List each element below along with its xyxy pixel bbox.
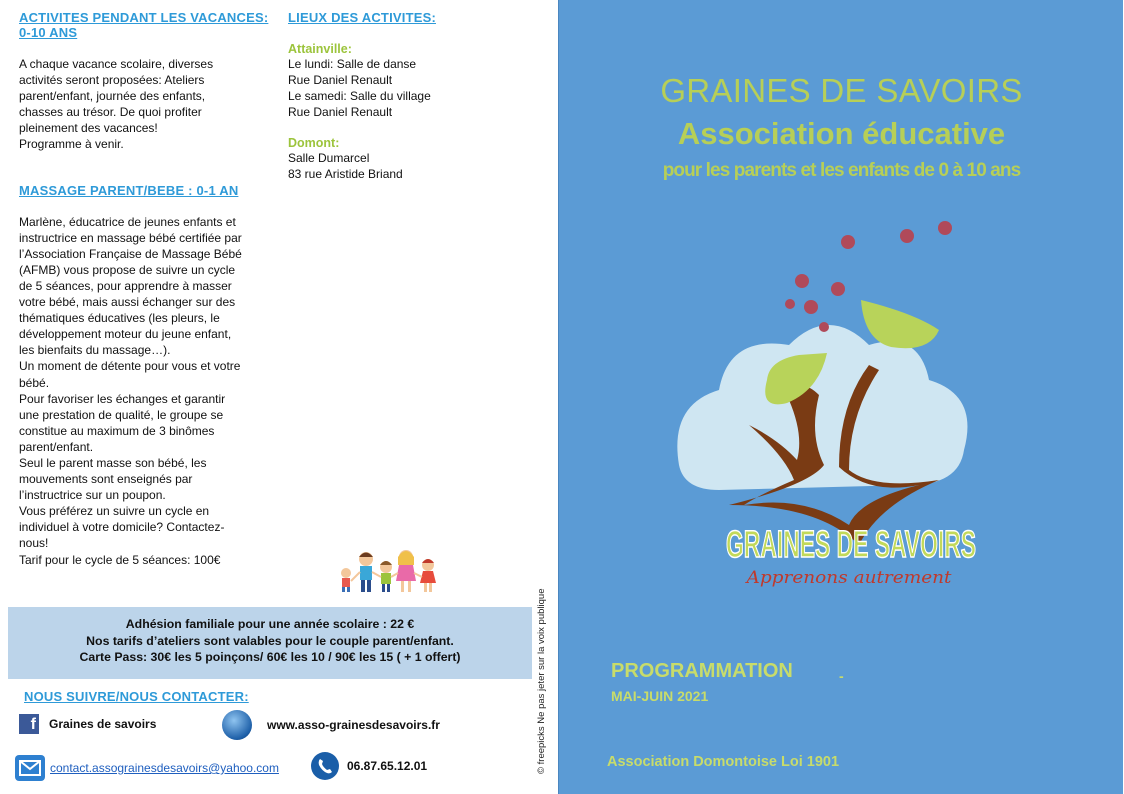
child-figure bbox=[396, 550, 416, 592]
child-figure bbox=[380, 561, 392, 592]
email-row[interactable] bbox=[15, 755, 279, 781]
facebook-icon[interactable]: f bbox=[19, 714, 39, 734]
massage-title: MASSAGE PARENT/BEBE : 0-1 AN bbox=[19, 182, 239, 198]
middle-column bbox=[288, 10, 538, 183]
facebook-row[interactable] bbox=[19, 714, 156, 734]
website-link[interactable]: www.asso-grainesdesavoirs.fr bbox=[267, 718, 440, 732]
vacances-text: A chaque vacance scolaire, diverses activités seront proposées: Ateliers parent/enfant, journée des enfants, chasses au trésor. De quoi profiter pleinement des vacances! Programme à venir. bbox=[19, 57, 214, 152]
cover-subtitle: Association éducative bbox=[677, 116, 1006, 151]
contact-title: NOUS SUIVRE/NOUS CONTACTER: bbox=[24, 689, 249, 704]
massage-text: Marlène, éducatrice de jeunes enfants et instructrice en massage bébé certifiée par l’Association Française de Massage Bébé (AFMB) vous propose de suivre un cycle de 5 séances, pour apprendre à masser votre bébé, mais aussi échanger sur des thématiques éducatives (les pleurs, le développement moteur du jeune enfant, les bienfaits du massage…). Un moment de détente pour vous et votre bébé. Pour favoriser les échanges et garantir une prestation de qualité, le groupe se constitue au maximum de 3 binômes parent/enfant. Seul le parent masse son bébé, les mouvements sont enseignés par l’instructrice sur un poupon. Vous préférez un suivre un cycle en individuel à votre domicile? Contactez- nous! Tarif pour le cycle de 5 séances: 100€ bbox=[19, 214, 242, 567]
phone-row[interactable] bbox=[311, 752, 427, 780]
logo-seed bbox=[841, 235, 855, 249]
logo-tagline: Apprenons autrement bbox=[744, 568, 952, 588]
programmation-dash: - bbox=[839, 668, 844, 684]
pricing-line-tarifs: Nos tarifs d’ateliers sont valables pour le couple parent/enfant. bbox=[86, 633, 454, 648]
child-figure bbox=[420, 559, 436, 592]
logo-seed bbox=[831, 282, 845, 296]
vacances-title: ACTIVITES PENDANT LES VACANCES: 0-10 ANS bbox=[19, 10, 269, 40]
left-column bbox=[19, 10, 269, 568]
phone-icon bbox=[311, 752, 339, 780]
envelope-icon bbox=[15, 755, 45, 781]
website-row[interactable] bbox=[222, 710, 440, 740]
facebook-label: Graines de savoirs bbox=[49, 717, 157, 731]
pricing-line-pass: Carte Pass: 30€ les 5 poinçons/ 60€ les 10 / 90€ les 15 ( + 1 offert) bbox=[79, 650, 461, 664]
vertical-note: © freepicks Ne pas jeter sur la voix publique bbox=[536, 588, 547, 774]
cover-tagline: pour les parents et les enfants de 0 à 10 ans bbox=[662, 160, 1021, 181]
pricing-line-adhesion: Adhésion familiale pour une année scolaire : 22 € bbox=[125, 617, 415, 631]
phone-number[interactable]: 06.87.65.12.01 bbox=[347, 759, 428, 773]
email-link[interactable]: contact.assograinesdesavoirs@yahoo.com bbox=[50, 761, 279, 775]
logo bbox=[659, 205, 1039, 600]
children-illustration bbox=[334, 545, 444, 593]
place-attainville: Attainville: Le lundi: Salle de danse Rue Daniel Renault Le samedi: Salle du village Rue Daniel Renault bbox=[288, 42, 431, 120]
globe-icon bbox=[222, 710, 252, 740]
logo-seed bbox=[795, 274, 809, 288]
lieux-title: LIEUX DES ACTIVITES: bbox=[288, 10, 436, 25]
programmation-label: PROGRAMMATION bbox=[611, 660, 793, 682]
cover-title: GRAINES DE SAVOIRS bbox=[660, 72, 1023, 109]
child-figure bbox=[341, 568, 351, 592]
logo-seed bbox=[785, 299, 795, 309]
child-figure bbox=[359, 552, 373, 592]
logo-seed bbox=[900, 229, 914, 243]
programmation-dates: MAI-JUIN 2021 bbox=[611, 688, 709, 704]
place-domont: Domont: Salle Dumarcel 83 rue Aristide Briand bbox=[288, 136, 403, 182]
logo-seed bbox=[938, 221, 952, 235]
logo-seed bbox=[804, 300, 818, 314]
logo-wordmark: GRAINES DE SAVOIRS bbox=[726, 524, 976, 566]
logo-seed bbox=[819, 322, 829, 332]
pricing-box bbox=[8, 607, 532, 679]
logo-leaf bbox=[861, 300, 939, 348]
association-label: Association Domontoise Loi 1901 bbox=[607, 754, 840, 770]
cover-panel bbox=[558, 0, 1123, 794]
